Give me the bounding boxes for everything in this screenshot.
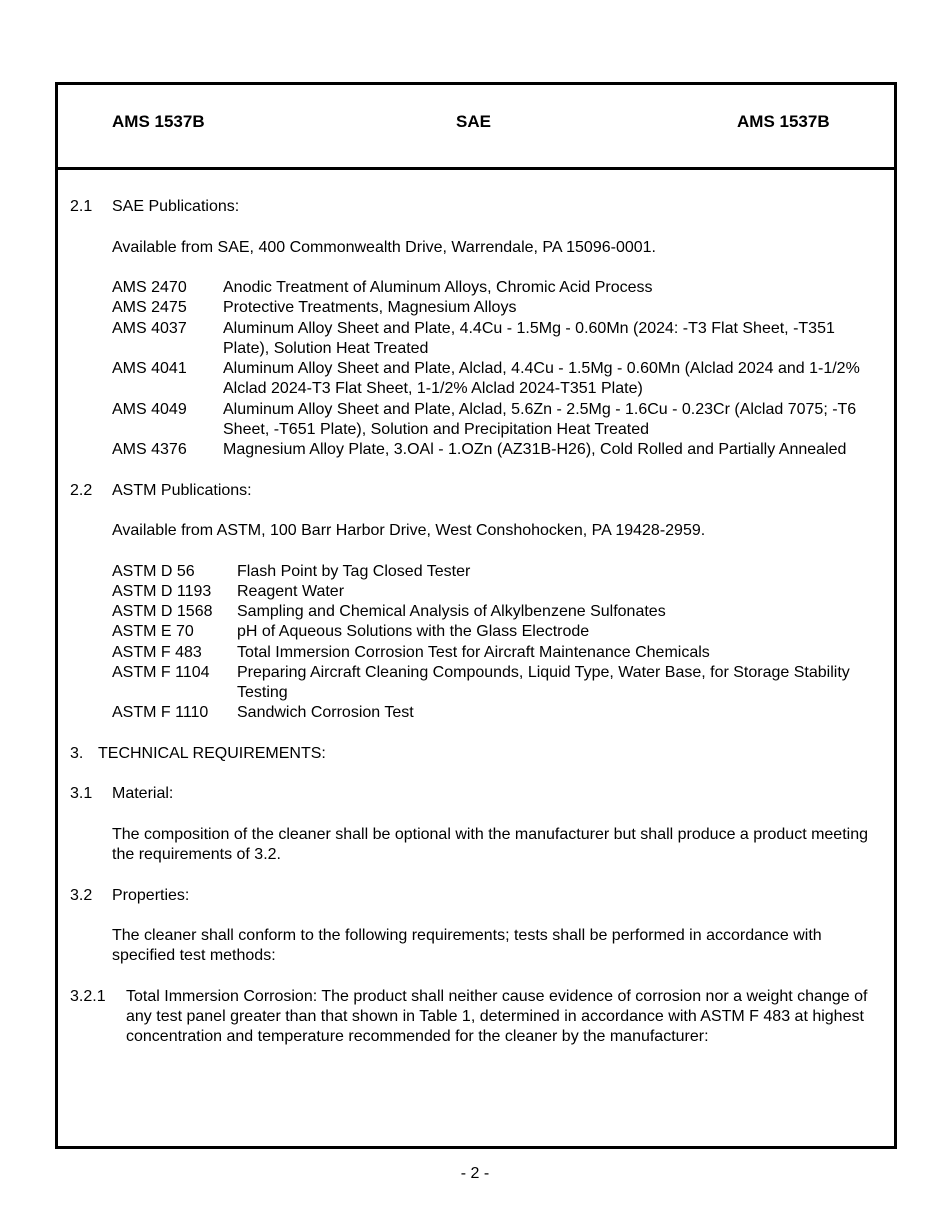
reference-code: AMS 4037	[112, 319, 187, 337]
section-number: 3.	[70, 744, 84, 762]
page-number: - 2 -	[460, 1165, 490, 1182]
section-title: ASTM Publications:	[112, 481, 252, 499]
header-doc-number-right: AMS 1537B	[737, 112, 830, 131]
reference-item	[112, 400, 875, 441]
reference-title: pH of Aqueous Solutions with the Glass Electrode	[237, 623, 590, 641]
reference-title: Protective Treatments, Magnesium Alloys	[223, 299, 517, 317]
reference-code: AMS 2470	[112, 279, 187, 296]
section-3-1-body: The composition of the cleaner shall be optional with the manufacturer but shall produce a product meeting the requirements of 3.2.	[112, 825, 868, 863]
reference-item	[112, 319, 875, 360]
reference-item	[112, 622, 875, 642]
reference-title: Sandwich Corrosion Test	[237, 704, 414, 722]
reference-code: ASTM D 1568	[112, 603, 213, 620]
reference-code: ASTM F 483	[112, 643, 202, 661]
reference-item	[112, 278, 875, 298]
section-title: TECHNICAL REQUIREMENTS:	[98, 744, 326, 762]
reference-code: ASTM F 1110	[112, 704, 209, 722]
reference-code: ASTM D 1193	[112, 582, 212, 600]
reference-title: Reagent Water	[237, 582, 345, 600]
reference-item	[112, 703, 875, 723]
reference-code: ASTM D 56	[112, 562, 195, 580]
reference-code: AMS 4049	[112, 400, 187, 418]
reference-item	[112, 602, 875, 622]
reference-item	[112, 562, 875, 582]
reference-item	[112, 298, 875, 318]
reference-item	[112, 663, 875, 704]
section-number: 3.1	[70, 785, 93, 803]
reference-item	[112, 582, 875, 602]
reference-code: ASTM E 70	[112, 623, 194, 641]
sae-availability: Available from SAE, 400 Commonwealth Drive, Warrendale, PA 15096-0001.	[112, 238, 656, 256]
reference-code: ASTM F 1104	[112, 663, 210, 681]
header-divider	[58, 167, 894, 170]
section-2-2-heading	[70, 481, 875, 501]
section-number: 3.2.1	[70, 987, 106, 1005]
reference-title: Sampling and Chemical Analysis of Alkylbenzene Sulfonates	[237, 603, 666, 620]
section-title: Material:	[112, 785, 174, 803]
section-number: 2.2	[70, 481, 93, 499]
reference-code: AMS 2475	[112, 299, 187, 317]
reference-title: Aluminum Alloy Sheet and Plate, Alclad, 5.6Zn - 2.5Mg - 1.6Cu - 0.23Cr (Alclad 7075; -T6 Sheet, -T651 Plate), Solution and Precipitation Heat Treated	[223, 400, 857, 438]
reference-code: AMS 4041	[112, 360, 187, 377]
document-body	[70, 197, 875, 1048]
section-3-heading	[70, 744, 875, 764]
reference-item	[112, 440, 875, 460]
section-3-2-body: The cleaner shall conform to the following requirements; tests shall be performed in accordance with specified test methods:	[112, 927, 822, 965]
reference-title: Preparing Aircraft Cleaning Compounds, Liquid Type, Water Base, for Storage Stability Testing	[237, 663, 850, 701]
section-3-1-heading	[70, 784, 875, 804]
section-title: SAE Publications:	[112, 198, 240, 215]
section-3-2-heading	[70, 886, 875, 906]
section-number: 2.1	[70, 198, 93, 215]
header-publisher: SAE	[456, 112, 491, 131]
reference-title: Magnesium Alloy Plate, 3.OAl - 1.OZn (AZ31B-H26), Cold Rolled and Partially Annealed	[223, 441, 847, 458]
section-3-2-1-body: Total Immersion Corrosion: The product shall neither cause evidence of corrosion nor a weight change of any test panel greater than that shown in Table 1, determined in accordance with ASTM F 483 at highest concentration and temperature recommended for the cleaner by the manufacturer:	[126, 987, 868, 1046]
reference-title: Total Immersion Corrosion Test for Aircraft Maintenance Chemicals	[237, 643, 710, 661]
reference-title: Anodic Treatment of Aluminum Alloys, Chromic Acid Process	[223, 279, 653, 296]
reference-code: AMS 4376	[112, 441, 187, 458]
astm-availability: Available from ASTM, 100 Barr Harbor Drive, West Conshohocken, PA 19428-2959.	[112, 522, 706, 539]
section-2-1-heading	[70, 197, 875, 217]
reference-title: Flash Point by Tag Closed Tester	[237, 562, 471, 580]
header-doc-number-left: AMS 1537B	[112, 112, 205, 131]
reference-title: Aluminum Alloy Sheet and Plate, 4.4Cu - 1.5Mg - 0.60Mn (2024: -T3 Flat Sheet, -T351 Plate), Solution Heat Treated	[223, 319, 835, 357]
reference-title: Aluminum Alloy Sheet and Plate, Alclad, 4.4Cu - 1.5Mg - 0.60Mn (Alclad 2024 and 1-1/2% Alclad 2024-T3 Flat Sheet, 1-1/2% Alclad 2024-T351 Plate)	[223, 360, 860, 398]
section-3-2-1	[70, 987, 875, 1048]
section-number: 3.2	[70, 886, 93, 904]
reference-item	[112, 359, 875, 400]
reference-item	[112, 643, 875, 663]
section-title: Properties:	[112, 886, 190, 904]
